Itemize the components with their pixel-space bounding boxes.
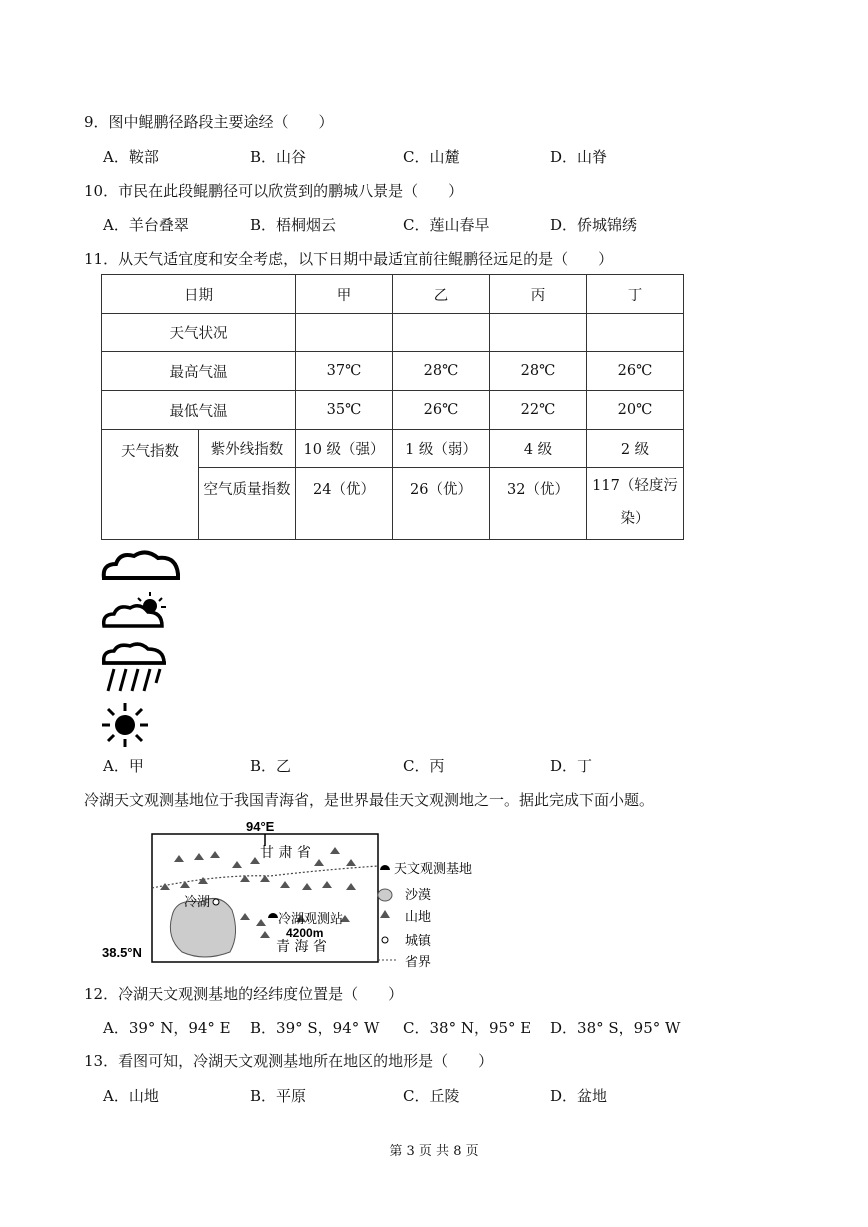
q12-option-b[interactable]: B．39° S，94° W (250, 1019, 380, 1037)
legend-station: 天文观测基地 (394, 862, 473, 877)
weather-cell-yi (393, 314, 490, 352)
aq-yi: 26（优） (393, 468, 490, 540)
lenghu-town-marker (213, 899, 219, 905)
legend-desert-icon (378, 889, 392, 901)
longitude-label: 94°E (246, 819, 275, 834)
station-elevation: 4200m (286, 926, 324, 940)
max-temp-ding: 26℃ (587, 352, 684, 391)
q11-option-d[interactable]: D．丁 (550, 757, 593, 775)
min-temp-bing: 22℃ (490, 391, 587, 430)
question-9-stem: 9．图中鲲鹏径路段主要途经（ ） (84, 113, 334, 131)
q9-option-c[interactable]: C．山麓 (403, 148, 460, 166)
q10-option-b[interactable]: B．梧桐烟云 (250, 216, 337, 234)
q12-option-a[interactable]: A．39° N，94° E (103, 1019, 231, 1037)
partly-cloudy-icon (100, 590, 172, 630)
map-legend (378, 861, 472, 970)
max-temp-jia: 37℃ (296, 352, 393, 391)
q10-option-a[interactable]: A．羊台叠翠 (103, 216, 189, 234)
q13-option-d[interactable]: D．盆地 (550, 1087, 608, 1105)
q13-option-a[interactable]: A．山地 (103, 1087, 159, 1105)
section-intro: 冷湖天文观测基地位于我国青海省，是世界最佳天文观测地之一。据此完成下面小题。 (84, 791, 655, 809)
uv-jia: 10 级（强） (296, 430, 393, 468)
uv-yi: 1 级（弱） (393, 430, 490, 468)
legend-desert: 沙漠 (405, 888, 432, 903)
min-temp-jia: 35℃ (296, 391, 393, 430)
question-11-stem: 11．从天气适宜度和安全考虑，以下日期中最适宜前往鲲鹏径远足的是（ ） (84, 250, 614, 268)
min-temp-yi: 26℃ (393, 391, 490, 430)
weather-table (101, 274, 684, 540)
table-header-jia: 甲 (296, 275, 393, 314)
question-12-stem: 12．冷湖天文观测基地的经纬度位置是（ ） (84, 985, 404, 1003)
uv-bing: 4 级 (490, 430, 587, 468)
legend-town-icon (382, 937, 388, 943)
weather-cell-jia (296, 314, 393, 352)
q11-option-c[interactable]: C．丙 (403, 757, 445, 775)
min-temp-ding: 20℃ (587, 391, 684, 430)
weather-cell-ding (587, 314, 684, 352)
q9-option-b[interactable]: B．山谷 (250, 148, 307, 166)
q12-option-d[interactable]: D．38° S，95° W (550, 1019, 681, 1037)
legend-border: 省界 (405, 955, 432, 970)
province-gansu: 甘 肃 省 (260, 845, 311, 861)
station-marker (268, 913, 278, 918)
sunny-icon (100, 702, 150, 748)
aq-bing: 32（优） (490, 468, 587, 540)
air-quality-label: 空气质量指数 (199, 468, 296, 540)
latitude-label: 38.5°N (102, 945, 142, 960)
max-temp-label: 最高气温 (102, 352, 296, 391)
legend-station-icon (380, 865, 390, 870)
question-13-stem: 13．看图可知，冷湖天文观测基地所在地区的地形是（ ） (84, 1052, 494, 1070)
max-temp-bing: 28℃ (490, 352, 587, 391)
page-footer: 第 3 页 共 8 页 (389, 1144, 479, 1159)
uv-ding: 2 级 (587, 430, 684, 468)
weather-condition-label: 天气状况 (102, 314, 296, 352)
q13-option-c[interactable]: C．丘陵 (403, 1087, 460, 1105)
rain-icon (100, 641, 168, 695)
station-label: 冷湖观测站 (278, 912, 344, 927)
max-temp-yi: 28℃ (393, 352, 490, 391)
weather-cell-bing (490, 314, 587, 352)
legend-mountain-icon (380, 910, 390, 918)
aq-jia: 24（优） (296, 468, 393, 540)
lenghu-town-label: 冷湖 (184, 895, 211, 910)
legend-town: 城镇 (405, 934, 432, 949)
table-header-yi: 乙 (393, 275, 490, 314)
province-qinghai: 青 海 省 (276, 939, 327, 955)
q10-option-c[interactable]: C．莲山春早 (403, 216, 490, 234)
aq-ding: 117（轻度污 染） (587, 468, 684, 540)
min-temp-label: 最低气温 (102, 391, 296, 430)
table-header-ding: 丁 (587, 275, 684, 314)
q9-option-d[interactable]: D．山脊 (550, 148, 608, 166)
cloudy-icon (100, 546, 182, 582)
q13-option-b[interactable]: B．平原 (250, 1087, 307, 1105)
lenghu-map (100, 818, 490, 973)
legend-mountain: 山地 (405, 910, 432, 925)
q11-option-a[interactable]: A．甲 (103, 757, 144, 775)
table-header-date: 日期 (102, 275, 296, 314)
q12-option-c[interactable]: C．38° N，95° E (403, 1019, 532, 1037)
uv-index-label: 紫外线指数 (199, 430, 296, 468)
q9-option-a[interactable]: A．鞍部 (103, 148, 159, 166)
table-header-bing: 丙 (490, 275, 587, 314)
weather-index-label: 天气指数 (102, 430, 199, 540)
q10-option-d[interactable]: D．侨城锦绣 (550, 216, 638, 234)
q11-option-b[interactable]: B．乙 (250, 757, 292, 775)
question-10-stem: 10．市民在此段鲲鹏径可以欣赏到的鹏城八景是（ ） (84, 182, 464, 200)
